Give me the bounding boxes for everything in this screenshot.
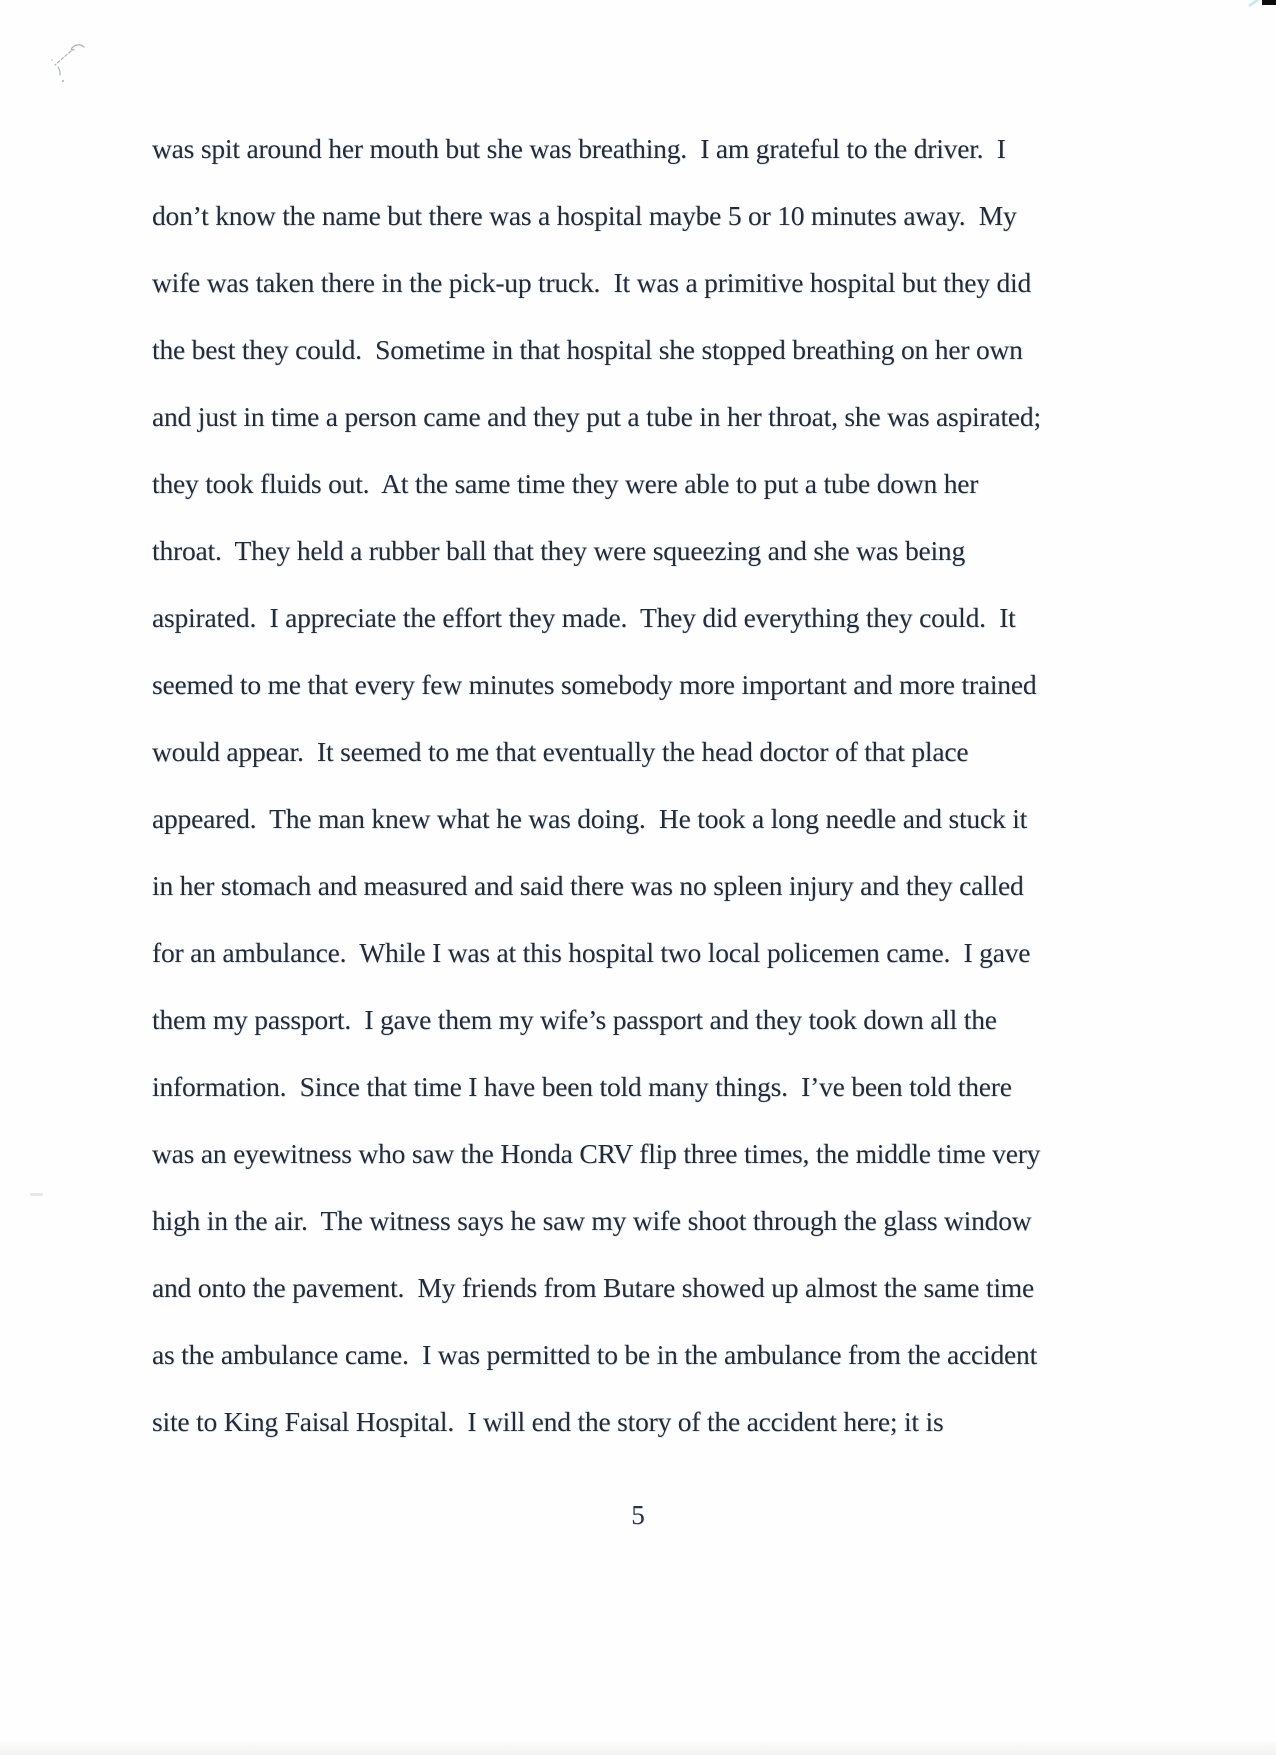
text-line: for an ambulance. While I was at this hospital two local policemen came. I gave <box>152 937 1031 968</box>
text-line: would appear. It seemed to me that eventually the head doctor of that place <box>152 736 969 767</box>
text-line: and onto the pavement. My friends from Butare showed up almost the same time <box>152 1272 1034 1303</box>
text-line: was spit around her mouth but she was breathing. I am grateful to the driver. I <box>152 133 1006 164</box>
text-line: aspirated. I appreciate the effort they made. They did everything they could. It <box>152 602 1016 633</box>
text-block <box>152 115 1252 1455</box>
scan-artifact-dash <box>30 1193 43 1196</box>
text-line: high in the air. The witness says he saw my wife shoot through the glass window <box>152 1205 1032 1236</box>
text-line: the best they could. Sometime in that hospital she stopped breathing on her own <box>152 334 1023 365</box>
text-line: in her stomach and measured and said there was no spleen injury and they called <box>152 870 1024 901</box>
text-line: site to King Faisal Hospital. I will end the story of the accident here; it is <box>152 1406 944 1437</box>
text-line: don’t know the name but there was a hospital maybe 5 or 10 minutes away. My <box>152 200 1017 231</box>
page-number: 5 <box>631 1500 645 1530</box>
text-line: information. Since that time I have been told many things. I’ve been told there <box>152 1071 1012 1102</box>
text-line: seemed to me that every few minutes somebody more important and more trained <box>152 669 1037 700</box>
text-line: them my passport. I gave them my wife’s passport and they took down all the <box>152 1004 997 1035</box>
text-line: and just in time a person came and they put a tube in her throat, she was aspirated; <box>152 401 1041 432</box>
text-line: they took fluids out. At the same time they were able to put a tube down her <box>152 468 979 499</box>
scan-bottom-band <box>0 1739 1276 1755</box>
text-line: wife was taken there in the pick-up truck. It was a primitive hospital but they did <box>152 267 1032 298</box>
scanner-corner-slash <box>1248 0 1260 7</box>
pencil-squiggle-mark <box>44 40 88 86</box>
text-line: appeared. The man knew what he was doing. He took a long needle and stuck it <box>152 803 1028 834</box>
text-line: throat. They held a rubber ball that they were squeezing and she was being <box>152 535 966 566</box>
text-line: was an eyewitness who saw the Honda CRV flip three times, the middle time very <box>152 1138 1041 1169</box>
scanner-corner-mark <box>1262 0 1276 5</box>
text-line: as the ambulance came. I was permitted to be in the ambulance from the accident <box>152 1339 1038 1370</box>
